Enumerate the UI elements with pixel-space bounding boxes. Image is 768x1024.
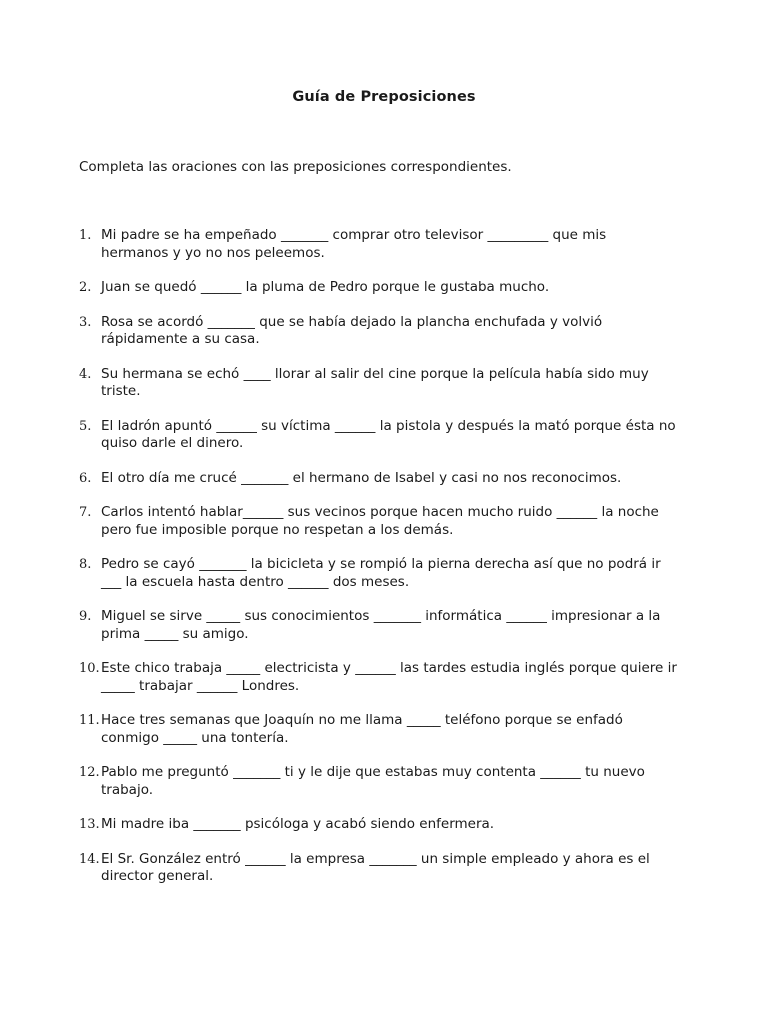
exercise-item bbox=[79, 608, 709, 643]
exercise-number: 10. bbox=[79, 661, 100, 676]
exercise-number: 6. bbox=[79, 470, 92, 486]
exercise-sentence: Mi padre se ha empeñado _______ comprar otro televisor _________ que mis hermanos y yo no nos peleemos. bbox=[101, 227, 607, 261]
exercise-number: 5. bbox=[79, 418, 92, 434]
exercise-sentence: Rosa se acordó _______ que se había dejado la plancha enchufada y volvió rápidamente a su casa. bbox=[101, 313, 603, 347]
exercise-sentence: El otro día me crucé _______ el hermano de Isabel y casi no nos reconocimos. bbox=[101, 469, 622, 486]
exercise-number: 3. bbox=[79, 314, 92, 330]
exercise-item bbox=[79, 764, 709, 799]
exercise-number: 8. bbox=[79, 557, 92, 572]
exercise-sentence: Este chico trabaja _____ electricista y ______ las tardes estudia inglés porque quiere ir _____ trabajar ______ Londres. bbox=[101, 660, 677, 694]
exercise-number: 12. bbox=[79, 765, 100, 780]
exercise-item bbox=[79, 366, 709, 401]
exercise-number: 1. bbox=[79, 228, 92, 243]
exercise-item bbox=[79, 279, 709, 297]
exercise-sentence: Carlos intentó hablar______ sus vecinos porque hacen mucho ruido ______ la noche pero fue imposible porque no respetan a los demás. bbox=[101, 504, 659, 538]
exercise-item bbox=[79, 851, 709, 886]
exercise-item bbox=[79, 556, 709, 591]
exercise-item bbox=[79, 712, 709, 747]
exercise-sentence: El Sr. González entró ______ la empresa _______ un simple empleado y ahora es el director general. bbox=[101, 850, 650, 884]
exercise-sentence: Pedro se cayó _______ la bicicleta y se rompió la pierna derecha así que no podrá ir ___ la escuela hasta dentro ______ dos meses. bbox=[101, 556, 661, 590]
exercise-item bbox=[79, 418, 709, 453]
exercise-sentence: Miguel se sirve _____ sus conocimientos _______ informática ______ impresionar a la prima _____ su amigo. bbox=[101, 608, 661, 642]
page-title: Guía de Preposiciones bbox=[292, 89, 476, 105]
exercise-item bbox=[79, 470, 709, 488]
exercise-number: 2. bbox=[79, 280, 92, 295]
exercise-sentence: Pablo me preguntó _______ ti y le dije que estabas muy contenta ______ tu nuevo trabajo. bbox=[101, 764, 645, 798]
exercise-number: 14. bbox=[79, 851, 100, 867]
exercise-item bbox=[79, 504, 709, 539]
instructions-text: Completa las oraciones con las preposiciones correspondientes. bbox=[79, 159, 512, 175]
exercise-number: 9. bbox=[79, 609, 92, 624]
exercise-sentence: Hace tres semanas que Joaquín no me llama _____ teléfono porque se enfadó conmigo _____ una tontería. bbox=[101, 712, 623, 746]
exercise-item bbox=[79, 227, 709, 262]
exercise-sentence: Su hermana se echó ____ llorar al salir del cine porque la película había sido muy triste. bbox=[101, 365, 649, 399]
exercise-item bbox=[79, 660, 709, 695]
exercise-item bbox=[79, 314, 709, 349]
exercise-item bbox=[79, 816, 709, 834]
exercise-number: 13. bbox=[79, 817, 100, 832]
exercise-sentence: El ladrón apuntó ______ su víctima ______ la pistola y después la mató porque ésta no quiso darle el dinero. bbox=[101, 417, 676, 451]
exercise-sentence: Mi madre iba _______ psicóloga y acabó siendo enfermera. bbox=[101, 816, 495, 832]
exercise-number: 4. bbox=[79, 366, 92, 382]
exercise-number: 11. bbox=[79, 713, 100, 728]
exercise-sentence: Juan se quedó ______ la pluma de Pedro porque le gustaba mucho. bbox=[101, 279, 550, 295]
exercise-number: 7. bbox=[79, 505, 92, 520]
exercise-list bbox=[79, 227, 709, 903]
